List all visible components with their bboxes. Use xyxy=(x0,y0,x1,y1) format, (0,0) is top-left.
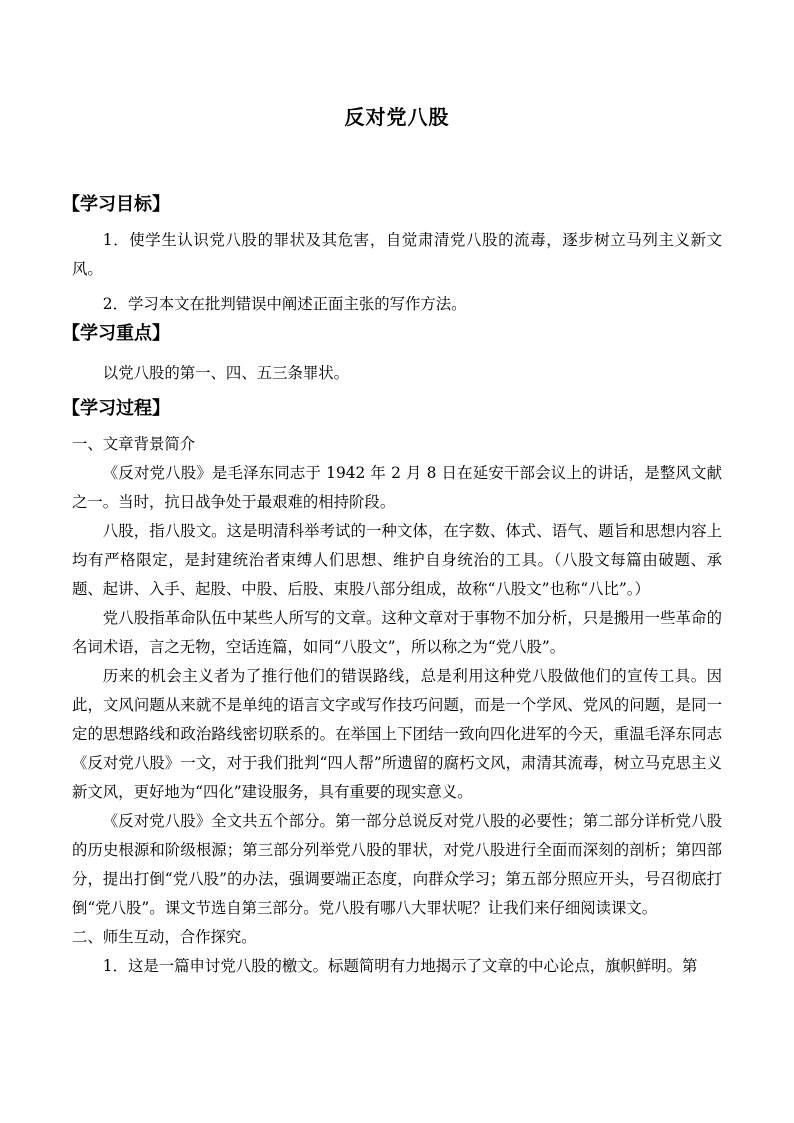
part2-title: 二、师生互动，合作探究。 xyxy=(72,928,257,946)
section-heading-focus: 【学习重点】 xyxy=(62,323,170,344)
goal-item-1: 1．使学生认识党八股的罪状及其危害，自觉肃清党八股的流毒，逐步树立马列主义新文风。 xyxy=(72,231,722,278)
goal-item-2: 2．学习本文在批判错误中阐述正面主张的写作方法。 xyxy=(102,295,467,313)
section-heading-goals: 【学习目标】 xyxy=(62,194,170,215)
section-heading-process: 【学习过程】 xyxy=(62,398,170,419)
paragraph: 《反对党八股》全文共五个部分。第一部分总说反对党八股的必要性；第二部分详析党八股的历史根源和阶级根源；第三部分列举党八股的罪状，对党八股进行全面而深刻的剖析；第四部分，提出打倒“党八股”的办法，强调要端正态度，向群众学习；第五部分照应开头，号召彻底打倒“党八股”。课文节选自第三部分。党八股有哪八大罪状呢？让我们来仔细阅读课文。 xyxy=(72,812,722,917)
focus-text: 以党八股的第一、四、五三条罪状。 xyxy=(102,364,350,382)
paragraph: 1．这是一篇申讨党八股的檄文。标题简明有力地揭示了文章的中心论点，旗帜鲜明。第 xyxy=(102,957,698,975)
paragraph: 党八股指革命队伍中某些人所写的文章。这种文章对于事物不加分析，只是搬用一些革命的名词术语，言之无物，空话连篇，如同“八股文”，所以称之为“党八股”。 xyxy=(72,609,722,656)
paragraph: 历来的机会主义者为了推行他们的错误路线，总是利用这种党八股做他们的宣传工具。因此，文风问题从来就不是单纯的语言文字或写作技巧问题，而是一个学风、党风的问题，是同一定的思想路线和政治路线密切联系的。在举国上下团结一致向四化进军的今天，重温毛泽东同志《反对党八股》一文，对于我们批判“四人帮”所遗留的腐朽文风，肃清其流毒，树立马克思主义新文风，更好地为“四化”建设服务，具有重要的现实意义。 xyxy=(72,667,722,801)
part1-title: 一、文章背景简介 xyxy=(72,435,196,453)
document-title: 反对党八股 xyxy=(344,105,450,129)
paragraph: 八股，指八股文。这是明清科举考试的一种文体，在字数、体式、语气、题旨和思想内容上均有严格限定，是封建统治者束缚人们思想、维护自身统治的工具。（八股文每篇由破题、承题、起讲、入手、起股、中股、后股、束股八部分组成，故称“八股文”也称“八比”。） xyxy=(72,522,722,598)
paragraph: 《反对党八股》是毛泽东同志于 1942 年 2 月 8 日在延安干部会议上的讲话，是整风文献之一。当时，抗日战争处于最艰难的相持阶段。 xyxy=(72,464,722,511)
